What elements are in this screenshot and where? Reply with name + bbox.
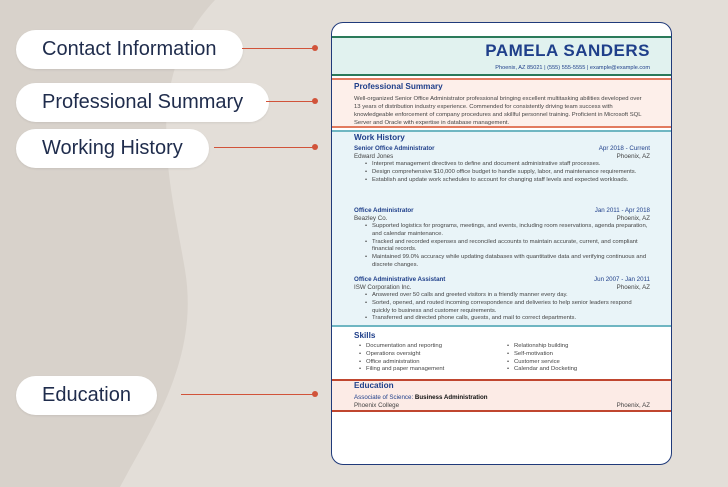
education-separator: : bbox=[411, 394, 414, 401]
list-item: • Calendar and Docketing bbox=[508, 366, 648, 374]
job-3-location: Phoenix, AZ bbox=[616, 284, 650, 291]
summary-text: Well-organized Senior Office Administrator professional bringing excellent multitasking abilities developed over 13 years of distribution industry experience. Commended for consistently driving team success with knowledgeable enforcement of company procedures and skillful personnel training. Proficient in Microsoft SQL Server and Oracle with expertise in database management. bbox=[354, 96, 642, 126]
list-item: • Supported logistics for programs, meetings, and events, including room reservations, agenda preparation, and calendar maintenance. bbox=[366, 223, 648, 239]
job-2-company: Beazley Co. bbox=[354, 215, 388, 222]
education-connector-dot bbox=[312, 391, 318, 397]
list-item: • Transferred and directed phone calls, guests, and mail to correct departments. bbox=[366, 315, 648, 323]
job-1-location: Phoenix, AZ bbox=[616, 153, 650, 160]
job-3-company: ISW Corporation Inc. bbox=[354, 284, 412, 291]
job-2-bullets bbox=[366, 223, 648, 270]
list-item: • Sorted, opened, and routed incoming correspondence and deliveries to help senior leaders respond quickly to business and customer requirements. bbox=[366, 300, 648, 316]
history-connector-dot bbox=[312, 144, 318, 150]
summary-connector-dot bbox=[312, 98, 318, 104]
work-history-title: Work History bbox=[354, 133, 405, 142]
summary-title: Professional Summary bbox=[354, 82, 443, 91]
contact-connector-dot bbox=[312, 45, 318, 51]
job-2-title: Office Administrator bbox=[354, 207, 414, 214]
resume-contact-line: Phoenix, AZ 85021 | (555) 555-5555 | example@example.com bbox=[495, 65, 650, 71]
list-item: • Documentation and reporting bbox=[360, 343, 500, 351]
education-title: Education bbox=[354, 381, 394, 390]
skills-title: Skills bbox=[354, 331, 376, 340]
list-item: • Filing and paper management bbox=[360, 366, 500, 374]
job-1-company: Edward Jones bbox=[354, 153, 394, 160]
job-2-company-row bbox=[354, 215, 650, 223]
skills-left-list bbox=[360, 343, 500, 374]
resume-card bbox=[331, 22, 672, 465]
resume-name: PAMELA SANDERS bbox=[485, 41, 650, 60]
list-item: • Customer service bbox=[508, 359, 648, 367]
list-item: • Relationship building bbox=[508, 343, 648, 351]
job-3-title: Office Administrative Assistant bbox=[354, 276, 446, 283]
job-2-header bbox=[354, 207, 650, 215]
education-location: Phoenix, AZ bbox=[616, 402, 650, 409]
summary-connector bbox=[266, 101, 316, 102]
job-3-company-row bbox=[354, 284, 650, 292]
contact-information-label: Contact Information bbox=[16, 30, 243, 69]
job-3-dates: Jun 2007 - Jan 2011 bbox=[594, 276, 650, 283]
job-1-dates: Apr 2018 - Current bbox=[598, 145, 650, 152]
job-3-bullets bbox=[366, 292, 648, 323]
job-1-company-row bbox=[354, 153, 650, 161]
education-school-row bbox=[354, 402, 650, 410]
list-item: • Maintained 99.0% accuracy while updating databases with quantitative data and verifying continuous and discrete changes. bbox=[366, 254, 648, 270]
history-connector bbox=[214, 147, 316, 148]
education-label: Education bbox=[16, 376, 157, 415]
job-1-title: Senior Office Administrator bbox=[354, 145, 435, 152]
list-item: • Establish and update work schedules to account for changing staff levels and expected workloads. bbox=[366, 177, 648, 185]
list-item: • Answered over 50 calls and greeted visitors in a friendly manner every day. bbox=[366, 292, 648, 300]
working-history-label: Working History bbox=[16, 129, 209, 168]
education-degree: Associate of Science bbox=[354, 394, 412, 401]
list-item: • Interpret management directives to define and document administrative staff processes. bbox=[366, 161, 648, 169]
skills-right-list bbox=[508, 343, 648, 374]
education-school: Phoenix College bbox=[354, 402, 400, 409]
job-2-location: Phoenix, AZ bbox=[616, 215, 650, 222]
job-3-header bbox=[354, 276, 650, 284]
education-connector bbox=[181, 394, 316, 395]
list-item: • Design comprehensive $10,000 office budget to handle supply, labor, and maintenance requirements. bbox=[366, 169, 648, 177]
job-2-dates: Jan 2011 - Apr 2018 bbox=[594, 207, 650, 214]
education-field: Business Administration bbox=[414, 394, 488, 401]
job-1-header bbox=[354, 145, 650, 153]
job-1-bullets bbox=[366, 161, 648, 184]
list-item: • Self-motivation bbox=[508, 351, 648, 359]
contact-connector bbox=[242, 48, 316, 49]
education-degree-row bbox=[354, 394, 650, 402]
list-item: • Operations oversight bbox=[360, 351, 500, 359]
list-item: • Office administration bbox=[360, 359, 500, 367]
list-item: • Tracked and recorded expenses and reconciled accounts to maintain accurate, current, and compliant financial records. bbox=[366, 239, 648, 255]
professional-summary-label: Professional Summary bbox=[16, 83, 269, 122]
